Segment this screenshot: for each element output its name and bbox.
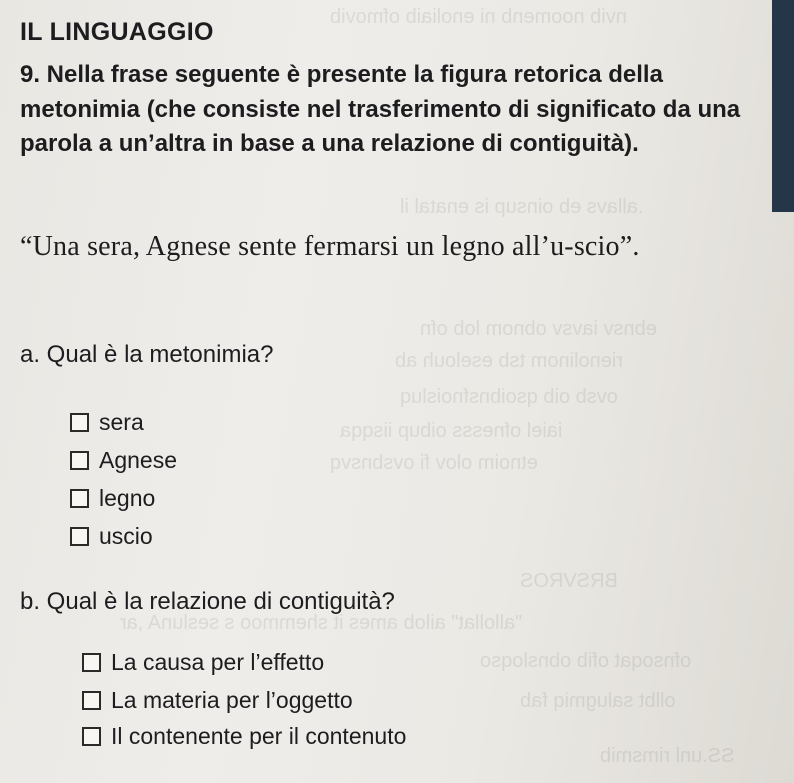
section-title: IL LINGUAGGIO (20, 18, 214, 46)
bleed-through-text: iaiel ofnesss oibup iisqqa (340, 420, 563, 442)
bleed-through-text: rienolinom tsb eselouh ab (395, 350, 623, 372)
bleed-through-text: SS.unl rimsmib (600, 745, 735, 767)
bleed-through-text: ebnsv iavsv obnom lob ofn (420, 318, 657, 340)
quote-text: “Una sera, Agnese sente fermarsi un legno all’u-scio”. (20, 231, 640, 262)
option-causa-effetto[interactable] (82, 648, 324, 676)
question-text: 9. Nella frase seguente è presente la figura retorica della metonimia (che consiste nel trasferimento di significato da una parola a un’altra in base a una relazione di contiguità). (20, 61, 741, 157)
option-uscio[interactable] (70, 522, 153, 550)
option-label: Il contenente per il contenuto (111, 723, 407, 749)
option-legno[interactable] (70, 484, 155, 512)
bleed-through-text: etnoim olov fi ovsbnsvq (330, 452, 538, 474)
option-label: legno (99, 485, 156, 511)
option-label: sera (99, 409, 144, 435)
checkbox[interactable] (82, 727, 101, 746)
bleed-through-text: ovsb oib qsoibnsfnoisluq (400, 386, 618, 408)
bleed-through-text: "allollat" ailob ames it shemmoo s seslunA ,ar (120, 612, 523, 634)
option-label: La causa per l’effetto (111, 649, 325, 675)
option-materia-oggetto[interactable] (82, 686, 353, 714)
checkbox[interactable] (70, 413, 89, 432)
option-label: La materia per l’oggetto (111, 687, 353, 713)
option-label: uscio (99, 523, 153, 549)
option-sera[interactable] (70, 408, 144, 436)
checkbox[interactable] (70, 527, 89, 546)
checkbox[interactable] (70, 451, 89, 470)
option-agnese[interactable] (70, 446, 177, 474)
option-contenente-contenuto[interactable] (82, 722, 406, 750)
bleed-through-text: nvib noomenb ni enoliaib ofmovib (330, 6, 627, 28)
checkbox[interactable] (82, 653, 101, 672)
page-edge-tab (772, 0, 794, 212)
part-a-prompt: a. Qual è la metonimia? (20, 341, 274, 368)
checkbox[interactable] (82, 691, 101, 710)
bleed-through-text: ollbt salugmiq fab (520, 690, 676, 712)
bleed-through-text: ofnsoqat ofib obnsloqso (480, 650, 692, 672)
bleed-through-text: BRSVROS (520, 570, 618, 592)
option-label: Agnese (99, 447, 178, 473)
part-b-prompt: b. Qual è la relazione di contiguità? (20, 588, 395, 615)
bleed-through-text: .allavs eb oinsup is enatal il (400, 196, 644, 218)
checkbox[interactable] (70, 489, 89, 508)
